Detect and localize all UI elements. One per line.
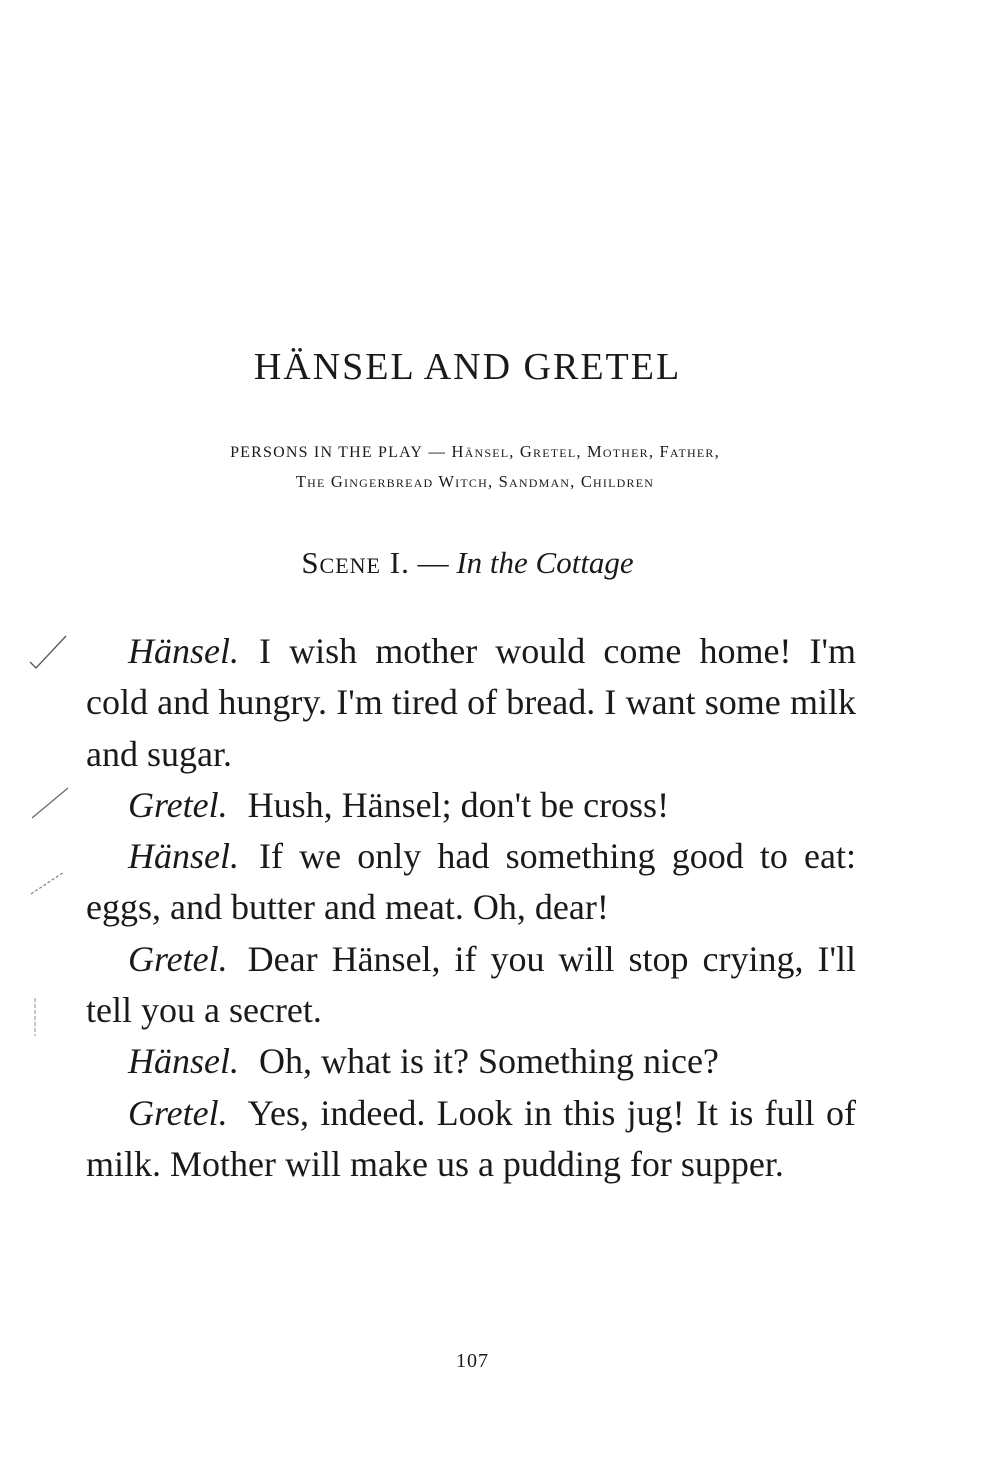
scene-label: Scene I.	[301, 545, 410, 580]
speech-text: Dear Hänsel, if you will stop crying, I'll tell you a secret.	[86, 938, 856, 1031]
scene-dash: —	[409, 545, 457, 580]
speaker-name: Gretel.	[128, 784, 228, 825]
dialogue	[86, 626, 856, 1190]
speaker-name: Hänsel.	[128, 1041, 239, 1082]
pencil-line-mark	[30, 996, 40, 1040]
persons-line-1: Hänsel, Gretel, Mother, Father,	[451, 442, 720, 461]
speech-text: Hush, Hänsel; don't be cross!	[247, 784, 670, 825]
persons-in-the-play	[95, 437, 855, 496]
pencil-tick-mark	[28, 868, 68, 898]
speaker-name: Hänsel.	[128, 836, 239, 877]
persons-lead: PERSONS IN THE PLAY	[230, 444, 424, 461]
speaker-name: Gretel.	[128, 938, 228, 979]
speech-line	[86, 780, 856, 831]
scene-place: In the Cottage	[456, 545, 634, 580]
speech-line	[86, 831, 856, 934]
speaker-name: Hänsel.	[128, 631, 239, 671]
speech-text: If we only had something good to eat: eggs, and butter and meat. Oh, dear!	[86, 836, 856, 928]
speaker-name: Gretel.	[128, 1092, 228, 1133]
pencil-tick-mark	[28, 784, 72, 824]
persons-dash: —	[423, 442, 452, 461]
speech-text: I wish mother would come home! I'm cold and hungry. I'm tired of bread. I want some milk and sugar.	[86, 631, 856, 774]
speech-text: Oh, what is it? Something nice?	[259, 1041, 719, 1082]
speech-line	[86, 1088, 856, 1191]
pencil-tick-mark	[26, 632, 70, 672]
speech-line	[86, 1036, 856, 1087]
speech-line	[86, 934, 856, 1037]
play-title: HÄNSEL AND GRETEL	[253, 346, 682, 388]
speech-line	[86, 626, 856, 780]
speech-text: Yes, indeed. Look in this jug! It is full of milk. Mother will make us a pudding for supper.	[86, 1092, 856, 1184]
page-number: 107	[456, 1350, 489, 1372]
scene-heading	[0, 545, 935, 581]
persons-line-2: The Gingerbread Witch, Sandman, Children	[295, 472, 655, 491]
